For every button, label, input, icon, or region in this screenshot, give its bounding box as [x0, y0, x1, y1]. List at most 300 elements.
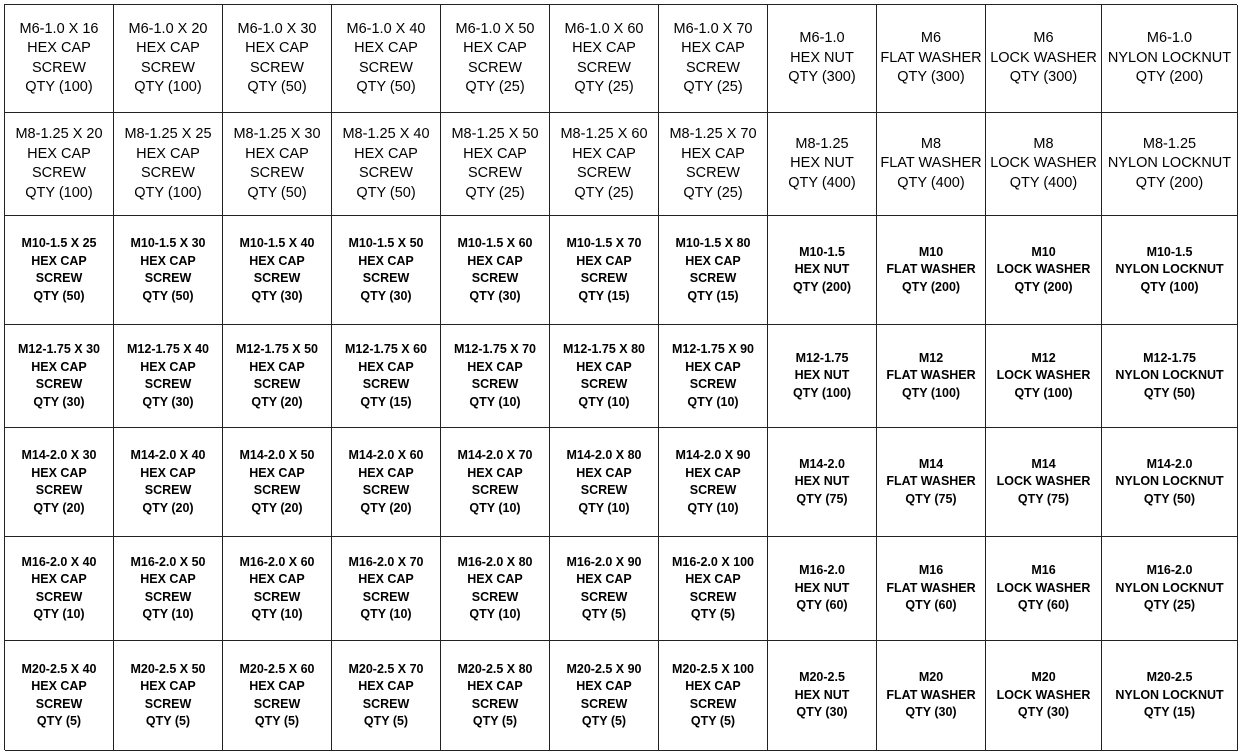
- label-line: M14-2.0 X 90: [675, 448, 751, 462]
- label-cell: [223, 325, 332, 428]
- label-line: M14-2.0: [1146, 456, 1193, 471]
- label-line: QTY (75): [1017, 491, 1070, 506]
- label-line: QTY (200): [1135, 69, 1204, 86]
- label-line: M10-1.5: [799, 244, 845, 259]
- label-line: FLAT WASHER: [886, 262, 976, 277]
- label-line: SCREW: [686, 165, 740, 181]
- label-line: HEX CAP: [467, 679, 523, 693]
- label-line: QTY (20): [251, 500, 303, 515]
- label-line: HEX NUT: [790, 49, 854, 66]
- label-cell: [223, 216, 332, 325]
- label-line: QTY (200): [901, 279, 961, 294]
- label-line: QTY (5): [690, 714, 736, 728]
- label-line: SCREW: [253, 483, 301, 497]
- label-line: M10: [1031, 244, 1056, 259]
- label-cell: [768, 537, 877, 641]
- label-cell: [114, 325, 223, 428]
- label-line: M14-2.0 X 70: [457, 448, 533, 462]
- label-line: M8-1.25 X 20: [15, 126, 103, 142]
- label-line: M20-2.5 X 90: [566, 661, 642, 676]
- label-line: QTY (5): [36, 714, 82, 728]
- label-cell: [659, 5, 768, 113]
- label-line: M8-1.25: [1142, 135, 1197, 152]
- label-cell: [986, 113, 1102, 216]
- label-line: HEX CAP: [136, 40, 200, 56]
- label-cell: [877, 216, 986, 325]
- label-cell: [114, 5, 223, 113]
- label-line: QTY (400): [897, 174, 965, 191]
- label-cell: [114, 216, 223, 325]
- label-line: SCREW: [577, 59, 631, 76]
- label-line: M12-1.75 X 70: [454, 342, 536, 356]
- label-line: M16-2.0 X 70: [348, 554, 424, 569]
- label-line: M16: [1031, 563, 1056, 578]
- label-cell: [223, 5, 332, 113]
- label-line: SCREW: [580, 483, 628, 497]
- label-line: M12-1.75 X 60: [345, 342, 427, 356]
- label-line: QTY (15): [1143, 705, 1196, 720]
- label-line: M20-2.5: [1146, 670, 1193, 685]
- label-cell: [1102, 113, 1238, 216]
- label-cell: [768, 641, 877, 751]
- label-line: SCREW: [362, 377, 410, 391]
- label-cell: [986, 537, 1102, 641]
- label-line: HEX NUT: [794, 368, 850, 383]
- label-line: M10-1.5 X 60: [457, 236, 533, 250]
- label-line: HEX NUT: [794, 580, 850, 595]
- label-line: SCREW: [468, 59, 522, 76]
- label-line: QTY (200): [792, 279, 852, 294]
- label-line: SCREW: [580, 377, 628, 391]
- label-cell: [5, 325, 114, 428]
- label-cell: [659, 113, 768, 216]
- label-line: QTY (25): [574, 184, 634, 201]
- label-line: QTY (5): [145, 714, 191, 728]
- label-cell: [768, 113, 877, 216]
- label-line: QTY (100): [134, 79, 202, 95]
- label-cell: [5, 5, 114, 113]
- label-cell: [877, 641, 986, 751]
- label-line: M12: [918, 350, 944, 365]
- label-line: M14: [1031, 456, 1056, 471]
- label-cell: [877, 537, 986, 641]
- label-line: QTY (60): [1017, 598, 1070, 613]
- label-line: M14-2.0 X 80: [566, 448, 642, 462]
- label-line: HEX CAP: [576, 572, 632, 586]
- label-line: M8-1.25 X 30: [233, 126, 321, 142]
- label-line: SCREW: [144, 271, 192, 285]
- label-line: QTY (60): [796, 598, 848, 613]
- label-line: HEX CAP: [576, 359, 632, 374]
- label-line: M8-1.25 X 40: [342, 126, 430, 142]
- label-cell: [768, 5, 877, 113]
- label-line: HEX CAP: [140, 253, 196, 268]
- label-line: SCREW: [144, 483, 192, 497]
- label-line: HEX CAP: [572, 145, 636, 162]
- hardware-label-grid: [4, 4, 1237, 750]
- label-cell: [441, 428, 550, 537]
- label-line: QTY (60): [905, 598, 957, 613]
- label-line: M14-2.0 X 30: [21, 448, 97, 462]
- label-cell: [441, 537, 550, 641]
- label-line: M6-1.0 X 60: [564, 20, 644, 37]
- label-line: LOCK WASHER: [996, 262, 1091, 277]
- label-line: M12-1.75 X 90: [672, 342, 754, 356]
- label-line: QTY (10): [469, 500, 521, 515]
- label-cell: [332, 113, 441, 216]
- label-line: FLAT WASHER: [880, 155, 982, 172]
- label-cell: [550, 216, 659, 325]
- label-line: M8-1.25 X 60: [560, 126, 648, 142]
- label-line: QTY (100): [792, 385, 852, 400]
- label-cell: [550, 641, 659, 751]
- label-line: QTY (30): [251, 288, 303, 303]
- label-line: M12-1.75 X 40: [127, 342, 209, 356]
- label-line: HEX CAP: [140, 679, 196, 693]
- label-line: QTY (5): [254, 714, 300, 728]
- label-line: SCREW: [253, 271, 301, 285]
- label-line: HEX CAP: [576, 465, 632, 480]
- label-line: NYLON LOCKNUT: [1107, 155, 1232, 172]
- label-line: SCREW: [689, 696, 737, 711]
- label-line: SCREW: [250, 59, 304, 76]
- label-line: SCREW: [253, 377, 301, 391]
- label-cell: [5, 641, 114, 751]
- label-cell: [659, 428, 768, 537]
- label-line: QTY (10): [251, 607, 303, 621]
- label-line: M10-1.5: [1146, 244, 1193, 259]
- label-line: HEX CAP: [249, 465, 305, 480]
- label-line: M12-1.75 X 80: [563, 342, 645, 356]
- label-line: QTY (20): [142, 500, 194, 515]
- label-line: QTY (10): [687, 500, 739, 515]
- label-line: HEX NUT: [794, 687, 850, 702]
- label-line: QTY (50): [33, 288, 85, 303]
- label-line: M10-1.5 X 30: [130, 236, 206, 250]
- label-line: HEX CAP: [245, 145, 309, 162]
- label-line: SCREW: [362, 696, 410, 711]
- label-line: HEX CAP: [576, 253, 632, 268]
- label-line: HEX CAP: [31, 679, 87, 693]
- label-line: QTY (25): [465, 79, 525, 95]
- label-line: QTY (50): [1143, 491, 1196, 506]
- label-cell: [550, 325, 659, 428]
- label-line: QTY (10): [360, 607, 412, 621]
- label-line: LOCK WASHER: [990, 155, 1097, 172]
- label-line: HEX CAP: [463, 40, 527, 56]
- label-line: M8-1.25 X 50: [451, 126, 539, 142]
- label-line: HEX CAP: [572, 40, 636, 56]
- label-line: M6-1.0 X 30: [237, 20, 317, 37]
- label-line: M14-2.0 X 40: [130, 448, 206, 462]
- label-line: SCREW: [468, 165, 522, 181]
- label-line: NYLON LOCKNUT: [1107, 49, 1232, 66]
- label-line: SCREW: [35, 377, 83, 391]
- label-line: SCREW: [580, 271, 628, 285]
- label-line: SCREW: [144, 589, 192, 604]
- label-line: NYLON LOCKNUT: [1115, 368, 1224, 383]
- label-cell: [5, 428, 114, 537]
- label-line: QTY (30): [905, 705, 957, 720]
- label-line: QTY (50): [247, 79, 307, 95]
- label-line: QTY (400): [1009, 174, 1078, 191]
- label-line: HEX CAP: [463, 145, 527, 162]
- label-line: QTY (25): [683, 79, 743, 95]
- label-cell: [550, 113, 659, 216]
- label-line: QTY (300): [788, 69, 856, 86]
- label-cell: [441, 325, 550, 428]
- label-line: HEX CAP: [140, 359, 196, 374]
- label-cell: [332, 641, 441, 751]
- label-line: M20-2.5: [799, 670, 845, 685]
- label-line: M14-2.0 X 60: [348, 448, 424, 462]
- label-line: QTY (5): [363, 714, 409, 728]
- label-line: HEX CAP: [685, 253, 741, 268]
- label-line: HEX CAP: [249, 679, 305, 693]
- label-line: QTY (10): [687, 394, 739, 409]
- label-line: M12: [1031, 350, 1056, 365]
- label-line: QTY (15): [687, 288, 739, 303]
- label-line: SCREW: [471, 696, 519, 711]
- label-line: M10: [918, 244, 944, 259]
- label-line: M20-2.5 X 50: [130, 661, 206, 676]
- label-cell: [441, 216, 550, 325]
- label-line: HEX CAP: [136, 145, 200, 162]
- label-line: QTY (10): [142, 607, 194, 621]
- label-cell: [986, 428, 1102, 537]
- label-cell: [332, 537, 441, 641]
- label-line: SCREW: [577, 165, 631, 181]
- label-cell: [114, 537, 223, 641]
- label-line: FLAT WASHER: [886, 474, 976, 489]
- label-line: SCREW: [253, 589, 301, 604]
- label-line: QTY (50): [1143, 385, 1196, 400]
- label-line: QTY (200): [1014, 279, 1073, 294]
- label-line: HEX CAP: [249, 359, 305, 374]
- label-line: M20: [918, 670, 944, 685]
- label-line: QTY (5): [581, 714, 627, 728]
- label-line: QTY (50): [247, 184, 307, 201]
- label-line: M12-1.75 X 30: [18, 342, 100, 356]
- label-cell: [1102, 216, 1238, 325]
- label-line: QTY (15): [360, 394, 412, 409]
- label-line: M8: [1033, 135, 1054, 152]
- label-line: M6-1.0 X 50: [455, 20, 535, 37]
- label-line: HEX CAP: [358, 253, 414, 268]
- label-line: M10-1.5 X 40: [239, 236, 315, 250]
- label-cell: [5, 216, 114, 325]
- label-line: M8-1.25: [795, 135, 849, 152]
- label-line: HEX CAP: [576, 679, 632, 693]
- label-line: M6-1.0: [799, 30, 845, 47]
- label-line: HEX CAP: [27, 40, 91, 56]
- label-cell: [877, 428, 986, 537]
- label-line: LOCK WASHER: [990, 49, 1097, 66]
- label-line: M12-1.75: [1143, 350, 1196, 365]
- label-line: HEX CAP: [140, 572, 196, 586]
- label-line: M16-2.0: [799, 563, 845, 578]
- label-line: QTY (15): [578, 288, 630, 303]
- label-line: SCREW: [141, 165, 195, 181]
- label-line: SCREW: [362, 589, 410, 604]
- label-cell: [659, 537, 768, 641]
- label-cell: [114, 428, 223, 537]
- label-line: M16-2.0 X 40: [21, 554, 97, 569]
- label-line: HEX CAP: [685, 359, 741, 374]
- label-line: SCREW: [689, 377, 737, 391]
- label-cell: [986, 216, 1102, 325]
- label-line: SCREW: [686, 59, 740, 76]
- label-line: QTY (25): [574, 79, 634, 95]
- label-cell: [550, 5, 659, 113]
- label-line: FLAT WASHER: [886, 580, 976, 595]
- label-line: M10-1.5 X 50: [348, 236, 424, 250]
- label-line: SCREW: [689, 483, 737, 497]
- label-cell: [1102, 428, 1238, 537]
- label-line: SCREW: [471, 483, 519, 497]
- label-line: HEX CAP: [467, 465, 523, 480]
- label-line: QTY (10): [578, 500, 630, 515]
- label-line: SCREW: [35, 589, 83, 604]
- label-line: FLAT WASHER: [886, 368, 976, 383]
- label-line: HEX CAP: [31, 359, 87, 374]
- label-line: QTY (30): [360, 288, 412, 303]
- label-line: M8: [920, 135, 942, 152]
- label-cell: [332, 5, 441, 113]
- label-cell: [877, 5, 986, 113]
- label-line: M20-2.5 X 40: [21, 661, 97, 676]
- label-cell: [550, 537, 659, 641]
- label-line: HEX CAP: [681, 40, 745, 56]
- label-line: QTY (300): [1009, 69, 1078, 86]
- label-cell: [332, 216, 441, 325]
- label-line: HEX CAP: [358, 679, 414, 693]
- label-line: SCREW: [35, 271, 83, 285]
- label-line: QTY (300): [897, 69, 965, 86]
- label-line: HEX CAP: [354, 40, 418, 56]
- label-line: SCREW: [32, 59, 86, 76]
- label-line: SCREW: [35, 483, 83, 497]
- label-line: SCREW: [362, 271, 410, 285]
- label-line: LOCK WASHER: [996, 368, 1091, 383]
- label-line: QTY (20): [251, 394, 303, 409]
- label-line: HEX CAP: [467, 253, 523, 268]
- label-line: QTY (20): [33, 500, 85, 515]
- label-line: HEX CAP: [467, 359, 523, 374]
- label-cell: [441, 5, 550, 113]
- label-line: M6-1.0: [1146, 30, 1193, 47]
- label-line: M8-1.25 X 25: [124, 126, 212, 142]
- label-line: LOCK WASHER: [996, 580, 1091, 595]
- label-line: M16-2.0 X 90: [566, 554, 642, 569]
- label-line: FLAT WASHER: [886, 687, 976, 702]
- label-line: HEX NUT: [794, 262, 850, 277]
- label-line: M6-1.0 X 20: [128, 20, 208, 37]
- label-line: QTY (100): [901, 385, 961, 400]
- label-line: M10-1.5 X 70: [566, 236, 642, 250]
- label-line: M16-2.0 X 100: [672, 554, 754, 569]
- label-line: M16: [918, 563, 944, 578]
- label-line: QTY (5): [581, 607, 627, 621]
- label-line: HEX CAP: [249, 572, 305, 586]
- label-line: QTY (10): [469, 607, 521, 621]
- label-line: QTY (25): [683, 184, 743, 201]
- label-line: M16-2.0 X 60: [239, 554, 315, 569]
- label-line: M16-2.0 X 80: [457, 554, 533, 569]
- label-line: QTY (10): [469, 394, 521, 409]
- label-cell: [332, 428, 441, 537]
- label-cell: [550, 428, 659, 537]
- label-line: FLAT WASHER: [880, 49, 982, 66]
- label-line: SCREW: [471, 589, 519, 604]
- label-line: M6: [920, 30, 942, 47]
- label-line: NYLON LOCKNUT: [1115, 262, 1224, 277]
- label-line: LOCK WASHER: [996, 687, 1091, 702]
- label-line: NYLON LOCKNUT: [1115, 474, 1224, 489]
- label-cell: [768, 325, 877, 428]
- label-cell: [1102, 325, 1238, 428]
- label-line: HEX CAP: [685, 572, 741, 586]
- label-line: SCREW: [35, 696, 83, 711]
- label-line: QTY (5): [472, 714, 518, 728]
- label-cell: [223, 113, 332, 216]
- label-line: QTY (30): [142, 394, 194, 409]
- label-line: SCREW: [580, 589, 628, 604]
- label-line: HEX CAP: [354, 145, 418, 162]
- label-line: HEX CAP: [467, 572, 523, 586]
- label-line: HEX CAP: [358, 359, 414, 374]
- label-line: M12-1.75 X 50: [236, 342, 318, 356]
- label-cell: [441, 113, 550, 216]
- label-cell: [768, 428, 877, 537]
- label-cell: [1102, 537, 1238, 641]
- label-cell: [986, 325, 1102, 428]
- label-line: QTY (30): [1017, 705, 1070, 720]
- label-line: M8-1.25 X 70: [669, 126, 757, 142]
- label-line: M14-2.0: [799, 456, 845, 471]
- label-cell: [659, 641, 768, 751]
- label-line: HEX CAP: [685, 679, 741, 693]
- label-line: QTY (25): [465, 184, 525, 201]
- label-line: HEX CAP: [27, 145, 91, 162]
- label-line: NYLON LOCKNUT: [1115, 580, 1224, 595]
- label-line: HEX NUT: [794, 474, 850, 489]
- label-line: QTY (100): [25, 79, 93, 95]
- label-cell: [114, 113, 223, 216]
- label-line: HEX CAP: [249, 253, 305, 268]
- label-line: QTY (50): [356, 79, 416, 95]
- label-line: M14: [918, 456, 944, 471]
- label-cell: [986, 641, 1102, 751]
- label-line: HEX CAP: [31, 465, 87, 480]
- label-line: QTY (20): [360, 500, 412, 515]
- label-line: M6-1.0 X 16: [19, 20, 99, 37]
- label-line: QTY (75): [905, 491, 957, 506]
- label-line: M16-2.0 X 50: [130, 554, 206, 569]
- label-line: SCREW: [141, 59, 195, 76]
- label-line: M6: [1033, 30, 1054, 47]
- label-line: HEX CAP: [140, 465, 196, 480]
- label-cell: [877, 325, 986, 428]
- label-line: SCREW: [580, 696, 628, 711]
- label-line: M10-1.5 X 25: [21, 236, 97, 250]
- label-line: SCREW: [144, 377, 192, 391]
- label-line: QTY (25): [1143, 598, 1196, 613]
- label-cell: [441, 641, 550, 751]
- label-line: QTY (100): [25, 184, 93, 201]
- label-cell: [5, 113, 114, 216]
- label-cell: [223, 537, 332, 641]
